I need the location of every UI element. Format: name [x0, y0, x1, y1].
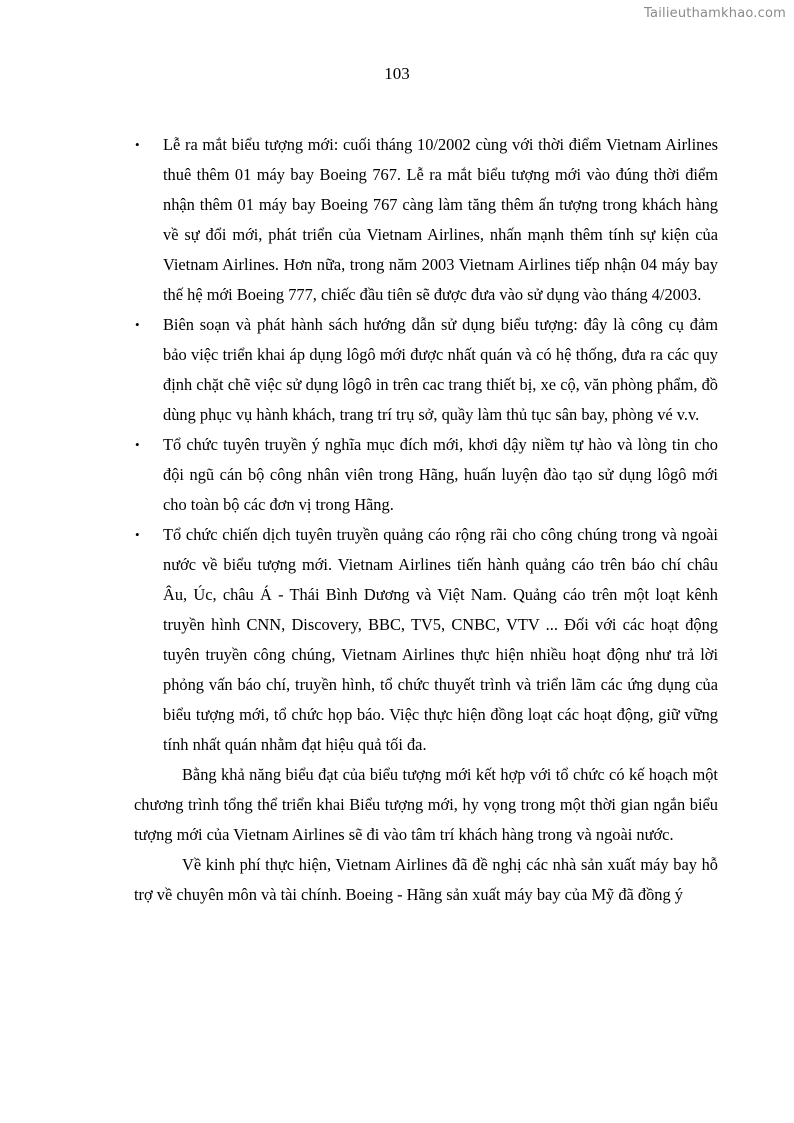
- bullet-icon: •: [135, 317, 140, 332]
- list-item: [134, 310, 718, 430]
- list-item-text: Tổ chức tuyên truyền ý nghĩa mục đích mới, khơi dậy niềm tự hào và lòng tin cho đội ngũ cán bộ công nhân viên trong Hãng, huấn luyện đào tạo sử dụng lôgô mới cho toàn bộ các đơn vị trong Hãng.: [163, 435, 718, 514]
- page-body: [134, 130, 718, 910]
- list-item-text: Biên soạn và phát hành sách hướng dẫn sử dụng biểu tượng: đây là công cụ đảm bảo việc triển khai áp dụng lôgô mới được nhất quán và có hệ thống, đưa ra các quy định chặt chẽ việc sử dụng lôgô in trên cac trang thiết bị, xe cộ, văn phòng phẩm, đồ dùng phục vụ hành khách, trang trí trụ sở, quầy làm thủ tục sân bay, phòng vé v.v.: [163, 315, 718, 424]
- list-item: [134, 520, 718, 760]
- bullet-list: [134, 130, 718, 760]
- bullet-icon: •: [135, 527, 140, 542]
- list-item: [134, 430, 718, 520]
- bullet-icon: •: [135, 437, 140, 452]
- list-item-text: Tổ chức chiến dịch tuyên truyền quảng cáo rộng rãi cho công chúng trong và ngoài nước về biểu tượng mới. Vietnam Airlines tiến hành quảng cáo trên báo chí châu Âu, Úc, châu Á - Thái Bình Dương và Việt Nam. Quảng cáo trên một loạt kênh truyền hình CNN, Discovery, BBC, TV5, CNBC, VTV ... Đối với các hoạt động tuyên truyền công chúng, Vietnam Airlines thực hiện nhiều hoạt động như trả lời phỏng vấn báo chí, truyền hình, tổ chức thuyết trình và triển lãm các ứng dụng của biểu tượng mới, tổ chức họp báo. Việc thực hiện đồng loạt các hoạt động, giữ vững tính nhất quán nhằm đạt hiệu quả tối đa.: [163, 525, 718, 754]
- watermark: Tailieuthamkhao.com: [644, 6, 786, 21]
- paragraph: Về kinh phí thực hiện, Vietnam Airlines đã đề nghị các nhà sản xuất máy bay hỗ trợ về chuyên môn và tài chính. Boeing - Hãng sản xuất máy bay của Mỹ đã đồng ý: [134, 855, 718, 904]
- page-number: 103: [384, 64, 410, 83]
- bullet-icon: •: [135, 137, 140, 152]
- list-item: [134, 130, 718, 310]
- paragraph: Bằng khả năng biểu đạt của biểu tượng mới kết hợp với tổ chức có kế hoạch một chương trình tổng thể triển khai Biểu tượng mới, hy vọng trong một thời gian ngắn biểu tượng mới của Vietnam Airlines sẽ đi vào tâm trí khách hàng trong và ngoài nước.: [134, 765, 718, 844]
- list-item-text: Lễ ra mắt biểu tượng mới: cuối tháng 10/2002 cùng với thời điểm Vietnam Airlines thuê thêm 01 máy bay Boeing 767. Lễ ra mắt biểu tượng mới vào đúng thời điểm nhận thêm 01 máy bay Boeing 767 càng làm tăng thêm ấn tượng trong khách hàng về sự đổi mới, phát triển của Vietnam Airlines, nhấn mạnh thêm tính sự kiện của Vietnam Airlines. Hơn nữa, trong năm 2003 Vietnam Airlines tiếp nhận 04 máy bay thế hệ mới Boeing 777, chiếc đầu tiên sẽ được đưa vào sử dụng vào tháng 4/2003.: [163, 135, 718, 304]
